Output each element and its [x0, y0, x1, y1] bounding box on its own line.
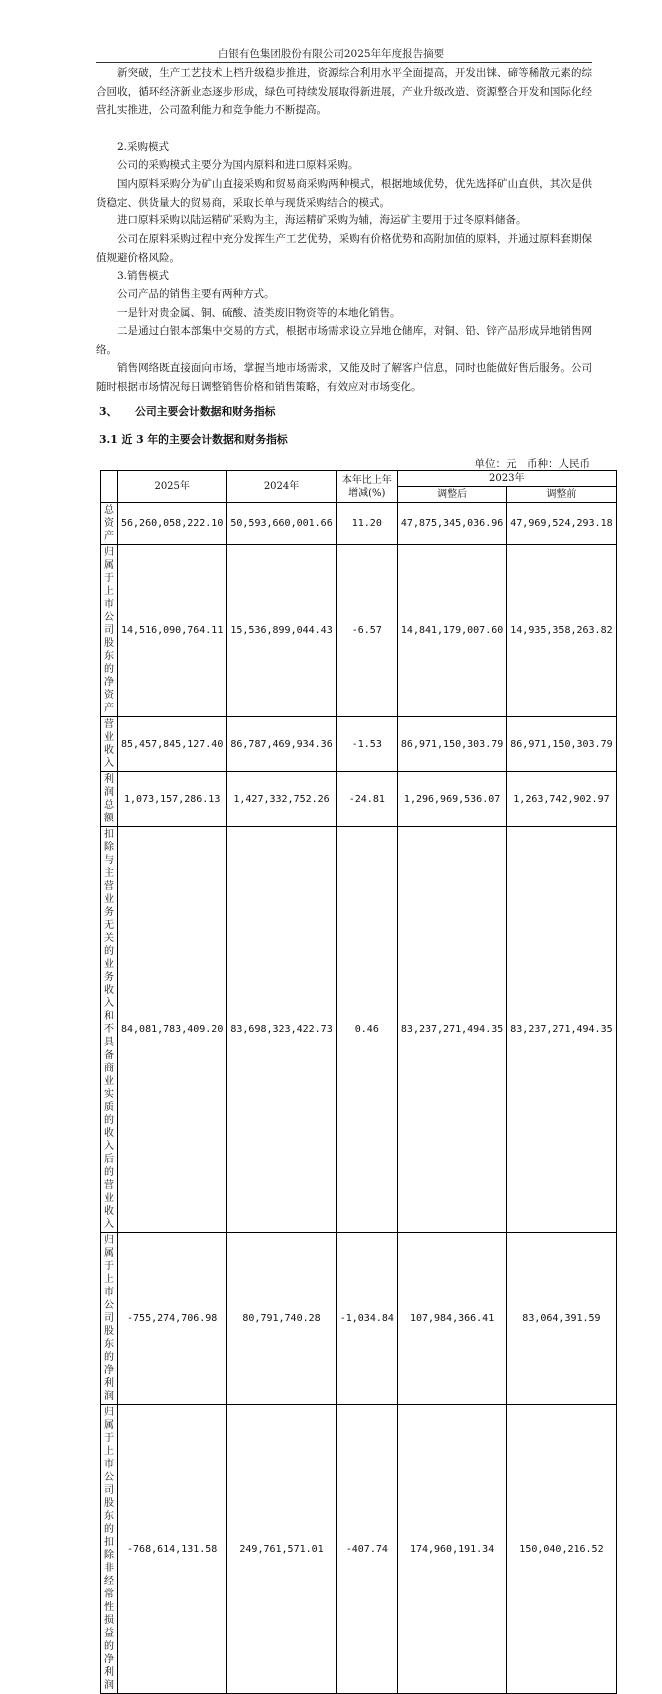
cell-change: -6.57: [336, 545, 397, 717]
cell-2023-after: 83,237,271,494.35: [397, 827, 506, 1233]
header-empty: [101, 471, 118, 503]
cell-2024: 83,698,323,422.73: [227, 827, 336, 1233]
row-label: 归属于上市公司股东的净资产: [101, 545, 118, 717]
paragraph-sales-intro: 公司产品的销售主要有两种方式。: [117, 288, 275, 300]
table-row: [101, 772, 617, 827]
cell-2025: 85,457,845,127.40: [118, 717, 227, 772]
financial-indicators-table: [100, 470, 617, 1694]
cell-2023-after: 86,971,150,303.79: [397, 717, 506, 772]
cell-2024: 249,761,571.01: [227, 1405, 336, 1694]
row-label: 营业收入: [101, 717, 118, 772]
cell-2023-before: 150,040,216.52: [507, 1405, 616, 1694]
row-label: 归属于上市公司股东的扣除非经常性损益的净利润: [101, 1405, 118, 1694]
cell-2024: 86,787,469,934.36: [227, 717, 336, 772]
cell-2023-after: 1,296,969,536.07: [397, 772, 506, 827]
paragraph-hedging: 公司在原料采购过程中充分发挥生产工艺优势，采购有价格优势和高附加值的原料，并通过原料套期保值规避价格风险。: [96, 233, 592, 264]
header-2025: 2025年: [118, 471, 227, 503]
cell-change: -1.53: [336, 717, 397, 772]
section-3-title: 公司主要会计数据和财务指标: [135, 405, 276, 418]
table-row: [101, 503, 617, 545]
section-3-heading: [99, 404, 275, 419]
row-label: 扣除与主营业务无关的业务收入和不具备商业实质的收入后的营业收入: [101, 827, 118, 1233]
cell-change: -407.74: [336, 1405, 397, 1694]
header-adjusted-after: 调整后: [397, 487, 506, 503]
cell-2025: -755,274,706.98: [118, 1233, 227, 1405]
cell-2024: 80,791,740.28: [227, 1233, 336, 1405]
heading-purchase-mode: 2.采购模式: [117, 141, 170, 153]
table-row: [101, 1405, 617, 1694]
paragraph-import-purchase: 进口原料采购以陆运精矿采购为主，海运精矿采购为辅，海运矿主要用于过冬原料储备。: [117, 214, 527, 226]
header-divider: [96, 62, 592, 63]
table-row: [101, 1233, 617, 1405]
table-row: [101, 827, 617, 1233]
cell-2023-after: 47,875,345,036.96: [397, 503, 506, 545]
paragraph-domestic-purchase: 国内原料采购分为矿山直接采购和贸易商采购两种模式，根据地域优势，优先选择矿山直供，其次是供货稳定、供货量大的贸易商，采取长单与现货采购结合的模式。: [96, 178, 592, 209]
cell-2023-after: 174,960,191.34: [397, 1405, 506, 1694]
cell-2023-before: 86,971,150,303.79: [507, 717, 616, 772]
cell-change: -1,034.84: [336, 1233, 397, 1405]
cell-2023-before: 14,935,358,263.82: [507, 545, 616, 717]
cell-2024: 50,593,660,001.66: [227, 503, 336, 545]
cell-2025: 1,073,157,286.13: [118, 772, 227, 827]
header-2024: 2024年: [227, 471, 336, 503]
paragraph-purchase-intro: 公司的采购模式主要分为国内原料和进口原料采购。: [117, 159, 359, 171]
header-2023: 2023年: [397, 471, 616, 487]
section-3-number: 3、: [99, 405, 118, 418]
cell-2025: 84,081,783,409.20: [118, 827, 227, 1233]
header-change: 本年比上年增减(%): [336, 471, 397, 503]
cell-2024: 15,536,899,044.43: [227, 545, 336, 717]
cell-2025: -768,614,131.58: [118, 1405, 227, 1694]
header-adjusted-before: 调整前: [507, 487, 616, 503]
cell-2023-after: 107,984,366.41: [397, 1233, 506, 1405]
cell-2023-before: 83,064,391.59: [507, 1233, 616, 1405]
row-label: 利润总额: [101, 772, 118, 827]
cell-2025: 56,260,058,222.10: [118, 503, 227, 545]
cell-2023-before: 1,263,742,902.97: [507, 772, 616, 827]
paragraph-tech: 新突破，生产工艺技术上档升级稳步推进，资源综合利用水平全面提高，开发出铼、碲等稀散元素的综合回收，循环经济新业态逐步形成，绿色可持续发展取得新进展，产业升级改造、资源整合开发和国际化经营扎实推进，公司盈利能力和竞争能力不断提高。: [96, 67, 592, 116]
cell-2023-before: 83,237,271,494.35: [507, 827, 616, 1233]
paragraph-sales-network: 销售网络既直接面向市场，掌握当地市场需求，又能及时了解客户信息，同时也能做好售后服务。公司随时根据市场情况每日调整销售价格和销售策略，有效应对市场变化。: [96, 362, 592, 393]
cell-change: -24.81: [336, 772, 397, 827]
heading-sales-mode: 3.销售模式: [117, 270, 170, 282]
cell-2023-after: 14,841,179,007.60: [397, 545, 506, 717]
cell-change: 11.20: [336, 503, 397, 545]
table-row: [101, 545, 617, 717]
row-label: 总资产: [101, 503, 118, 545]
section-3-1-title: 3.1 近 3 年的主要会计数据和财务指标: [99, 433, 288, 446]
cell-2023-before: 47,969,524,293.18: [507, 503, 616, 545]
paragraph-central-sales: 二是通过白银本部集中交易的方式，根据市场需求设立异地仓储库，对铜、铅、锌产品形成异地销售网络。: [96, 325, 592, 356]
paragraph-local-sales: 一是针对贵金属、铜、硫酸、渣类废旧物资等的本地化销售。: [117, 307, 401, 319]
header-title: 白银有色集团股份有限公司2025年年度报告摘要: [217, 48, 445, 60]
cell-change: 0.46: [336, 827, 397, 1233]
table-row: [101, 717, 617, 772]
unit-currency-line: 单位：元 币种：人民币: [474, 458, 590, 470]
cell-2025: 14,516,090,764.11: [118, 545, 227, 717]
row-label: 归属于上市公司股东的净利润: [101, 1233, 118, 1405]
cell-2024: 1,427,332,752.26: [227, 772, 336, 827]
